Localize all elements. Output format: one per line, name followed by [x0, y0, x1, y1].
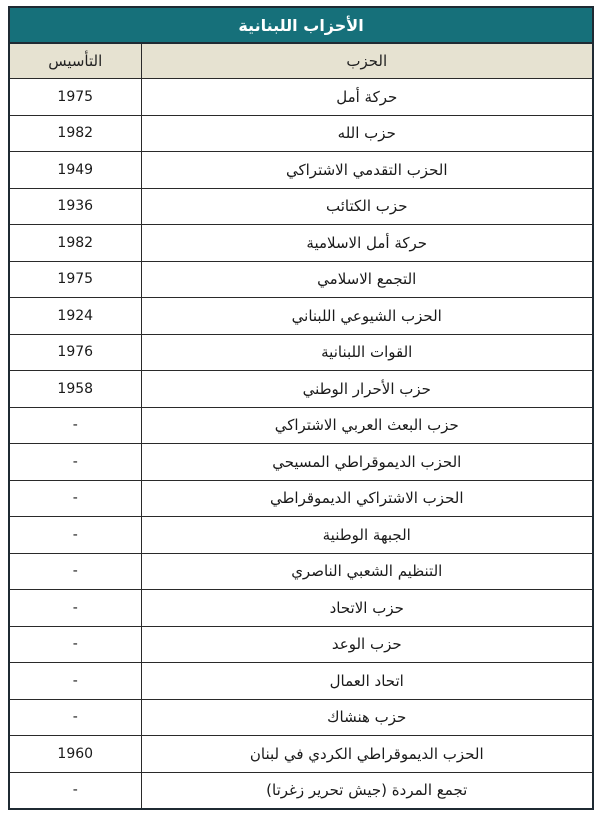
- party-name-cell: الحزب الشيوعي اللبناني: [141, 298, 592, 335]
- table-row: [10, 152, 592, 189]
- table-row: [10, 225, 592, 262]
- table-row: [10, 298, 592, 335]
- party-name-cell: حركة أمل الاسلامية: [141, 225, 592, 262]
- party-name-cell: القوات اللبنانية: [141, 334, 592, 371]
- table-row: [10, 79, 592, 116]
- table-row: [10, 626, 592, 663]
- table-row: [10, 553, 592, 590]
- party-name-cell: التنظيم الشعبي الناصري: [141, 553, 592, 590]
- table-row: [10, 334, 592, 371]
- column-header-founded: التأسيس: [10, 44, 141, 79]
- party-name-cell: التجمع الاسلامي: [141, 261, 592, 298]
- founded-year-cell: 1924: [10, 298, 141, 335]
- party-name-cell: الحزب الديموقراطي الكردي في لبنان: [141, 736, 592, 773]
- parties-table-container: [8, 6, 594, 810]
- party-name-cell: الحزب التقدمي الاشتراكي: [141, 152, 592, 189]
- column-header-party: الحزب: [141, 44, 592, 79]
- founded-year-cell: 1936: [10, 188, 141, 225]
- party-name-cell: حزب البعث العربي الاشتراكي: [141, 407, 592, 444]
- table-row: [10, 480, 592, 517]
- founded-year-cell: -: [10, 517, 141, 554]
- parties-table: [10, 44, 592, 808]
- table-row: [10, 188, 592, 225]
- founded-year-cell: 1975: [10, 79, 141, 116]
- founded-year-cell: 1982: [10, 115, 141, 152]
- party-name-cell: حزب الأحرار الوطني: [141, 371, 592, 408]
- founded-year-cell: -: [10, 772, 141, 808]
- table-row: [10, 517, 592, 554]
- table-row: [10, 115, 592, 152]
- founded-year-cell: -: [10, 444, 141, 481]
- party-name-cell: حزب الاتحاد: [141, 590, 592, 627]
- party-name-cell: الحزب الاشتراكي الديموقراطي: [141, 480, 592, 517]
- table-row: [10, 736, 592, 773]
- founded-year-cell: 1949: [10, 152, 141, 189]
- party-name-cell: حركة أمل: [141, 79, 592, 116]
- founded-year-cell: 1975: [10, 261, 141, 298]
- party-name-cell: حزب الله: [141, 115, 592, 152]
- founded-year-cell: -: [10, 626, 141, 663]
- table-row: [10, 371, 592, 408]
- table-body: [10, 79, 592, 809]
- party-name-cell: الحزب الديموقراطي المسيحي: [141, 444, 592, 481]
- table-row: [10, 590, 592, 627]
- founded-year-cell: 1958: [10, 371, 141, 408]
- founded-year-cell: -: [10, 407, 141, 444]
- table-row: [10, 772, 592, 808]
- party-name-cell: اتحاد العمال: [141, 663, 592, 700]
- founded-year-cell: -: [10, 553, 141, 590]
- table-title: الأحزاب اللبنانية: [10, 8, 592, 44]
- party-name-cell: الجبهة الوطنية: [141, 517, 592, 554]
- table-row: [10, 261, 592, 298]
- table-row: [10, 699, 592, 736]
- founded-year-cell: -: [10, 590, 141, 627]
- founded-year-cell: 1960: [10, 736, 141, 773]
- founded-year-cell: -: [10, 480, 141, 517]
- founded-year-cell: 1976: [10, 334, 141, 371]
- header-row: [10, 44, 592, 79]
- founded-year-cell: -: [10, 699, 141, 736]
- party-name-cell: حزب الوعد: [141, 626, 592, 663]
- party-name-cell: حزب الكتائب: [141, 188, 592, 225]
- founded-year-cell: -: [10, 663, 141, 700]
- table-row: [10, 407, 592, 444]
- table-row: [10, 663, 592, 700]
- party-name-cell: حزب هنشاك: [141, 699, 592, 736]
- table-row: [10, 444, 592, 481]
- founded-year-cell: 1982: [10, 225, 141, 262]
- party-name-cell: تجمع المردة (جيش تحرير زغرتا): [141, 772, 592, 808]
